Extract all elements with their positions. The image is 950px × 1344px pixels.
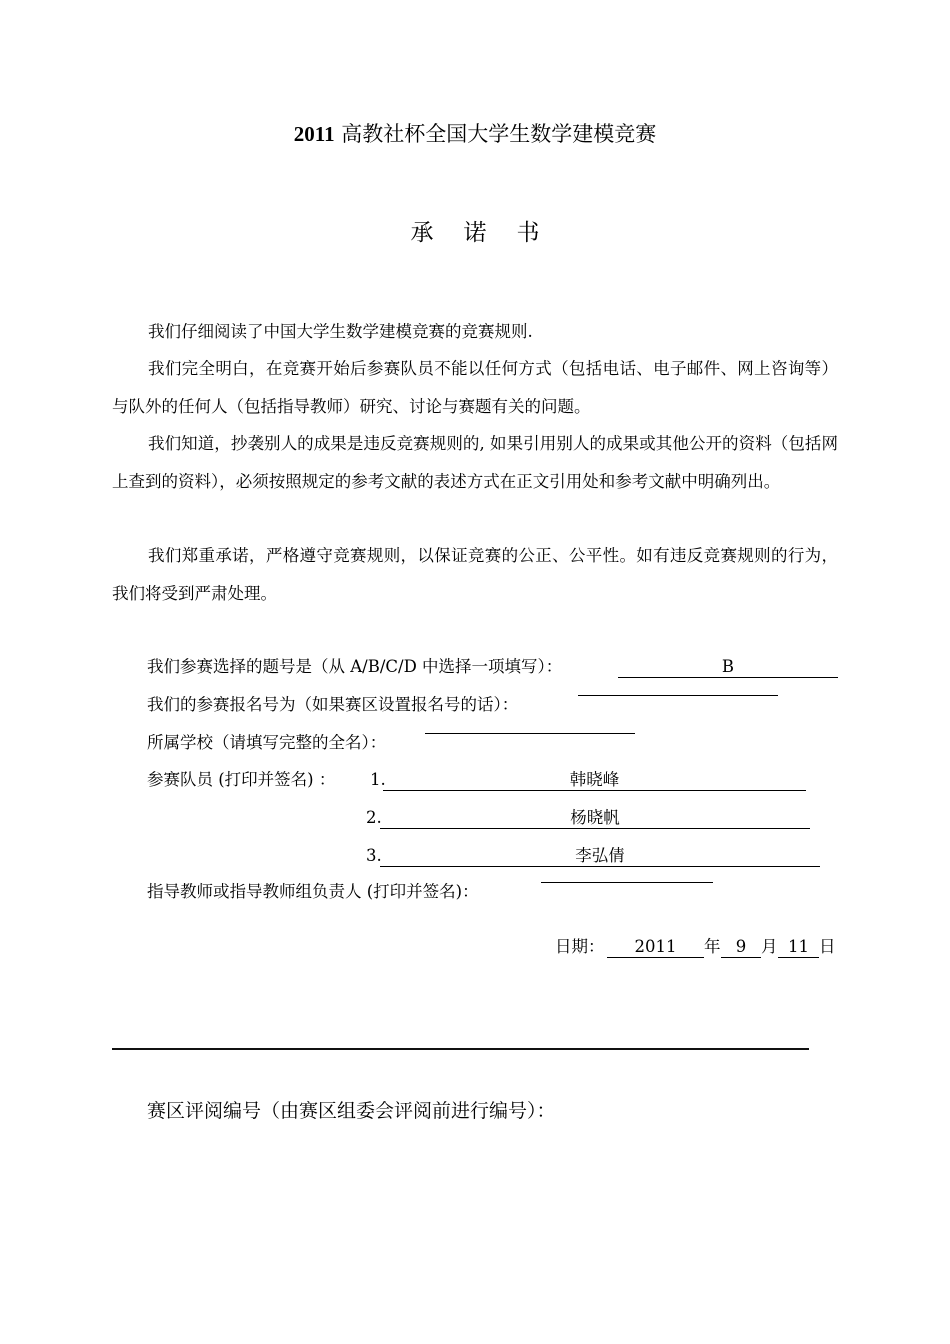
date-month-unit: 月 [761, 937, 778, 956]
page-subtitle: 承诺书 [410, 220, 570, 246]
advisor-label: 指导教师或指导教师组负责人 (打印并签名)： [147, 882, 479, 901]
date-day-unit: 日 [819, 937, 836, 956]
member-index: 2. [366, 808, 382, 827]
date-day-field[interactable]: 11 [778, 937, 819, 958]
paragraph-4: 我们郑重承诺，严格遵守竞赛规则，以保证竞赛的公正、公平性。如有违反竞赛规则的行为，我们将受到严肃处理。 [112, 546, 838, 603]
date-label: 日期： [555, 937, 605, 956]
member-2-field[interactable]: 杨晓帆 [380, 808, 810, 829]
paragraph-2: 我们完全明白，在竞赛开始后参赛队员不能以任何方式（包括电话、电子邮件、网上咨询等）与队外的任何人（包括指导教师）研究、讨论与赛题有关的问题。 [112, 359, 838, 416]
title-text: 高教社杯全国大学生数学建模竞赛 [341, 122, 657, 146]
date-year-field[interactable]: 2011 [607, 937, 704, 958]
problem-field[interactable]: B [618, 657, 838, 678]
school-label: 所属学校（请填写完整的全名）： [147, 733, 387, 752]
review-number-label: 赛区评阅编号（由赛区组委会评阅前进行编号）： [147, 1100, 556, 1122]
paragraph-3: 我们知道，抄袭别人的成果是违反竞赛规则的, 如果引用别人的成果或其他公开的资料（包括网上查到的资料），必须按照规定的参考文献的表述方式在正文引用处和参考文献中明确列出。 [112, 434, 838, 491]
date-year-unit: 年 [704, 937, 721, 956]
member-1-field[interactable]: 韩晓峰 [383, 770, 806, 791]
member-3-field[interactable]: 李弘倩 [380, 846, 820, 867]
paragraph-1: 我们仔细阅读了中国大学生数学建模竞赛的竞赛规则. [148, 322, 533, 341]
problem-label: 我们参赛选择的题号是（从 A/B/C/D 中选择一项填写）： [147, 657, 563, 676]
member-index: 1. [370, 770, 386, 789]
title-year: 2011 [293, 122, 335, 146]
advisor-field[interactable] [541, 882, 713, 883]
date-month-field[interactable]: 9 [721, 937, 761, 958]
divider-line [112, 1048, 809, 1050]
members-label: 参赛队员 (打印并签名) ： [147, 770, 336, 789]
member-index: 3. [366, 846, 382, 865]
registration-label: 我们的参赛报名号为（如果赛区设置报名号的话）： [147, 695, 519, 714]
registration-field[interactable] [578, 695, 778, 696]
page-title [0, 118, 950, 148]
school-field[interactable] [425, 733, 635, 734]
